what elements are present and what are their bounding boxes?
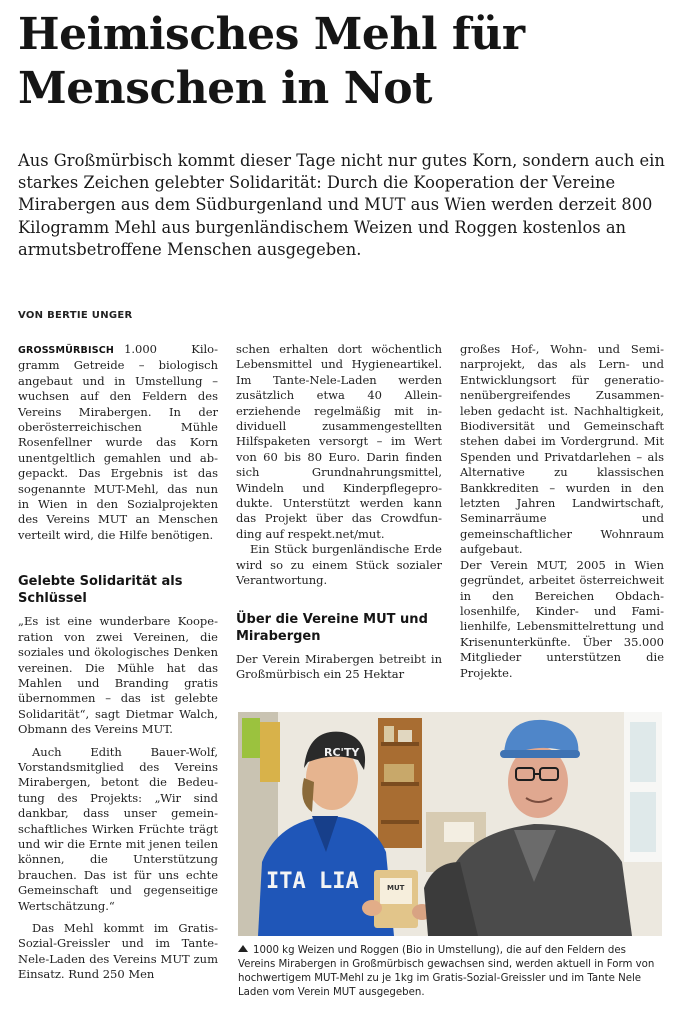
paragraph: „Es ist eine wunderbare Kooperation von zwei Vereinen, die soziales und ökologisches Denken vereinen. Die Mühle hat das Mahlen und Branding gratis übernommen – das ist gelebte Solidarität“, sagt Dietmar Walch, Obmann des Vereins MUT. (18, 614, 218, 737)
byline: VON BERTIE UNGER (18, 310, 133, 321)
dateline: GROSSMÜRBISCH (18, 345, 115, 356)
paragraph (18, 342, 218, 543)
shirt-text: ITA LIA (266, 869, 359, 894)
photo-caption (238, 944, 662, 1000)
headline-line-2: Menschen in Not (18, 63, 432, 114)
column-2 (236, 342, 442, 682)
paragraph: großes Hof-, Wohn- und Seminarprojekt, das als Lern- und Entwicklungsort für generationenübergreifendes Zusammenleben gedacht ist. Nachhaltigkeit, Biodiversität und Gemeinschaft stehen dabei im Vordergrund. Mit Spenden und Privatdarlehen – als Alternative zu klassischen Bankkrediten – wurden in den letzten Jahren Landwirtschaft, Seminarräume und gemeinschaftlicher Wohnraum aufgebaut. (460, 342, 664, 557)
column-3 (460, 342, 664, 681)
caption-triangle-icon (238, 945, 248, 952)
paragraph: schen erhalten dort wöchentlich Lebensmittel und Hygieneartikel. Im Tante-Nele-Laden werden zusätzlich etwa 40 Alleinerziehende regelmäßig mit individuell zusammengestellten Hilfspaketen versorgt – im Wert von 60 bis 80 Euro. Darin finden sich Grundnahrungsmittel, Windeln und Kinderpflegeprodukte. Unterstützt werden kann das Projekt über das Crowdfunding auf respekt.net/mut. (236, 342, 442, 541)
headline (18, 8, 668, 116)
paragraph: Ein Stück burgenländische Erde wird so zu einem Stück sozialer Verantwortung. (236, 542, 442, 588)
cap-text: RC'TY (324, 746, 360, 759)
paragraph: Das Mehl kommt im Gratis-Sozial-Greissler und im Tante-Nele-Laden des Vereins MUT zum Einsatz. Rund 250 Men (18, 921, 218, 982)
article-photo (238, 712, 662, 936)
subhead-vereine: Über die Vereine MUT und Mirabergen (236, 611, 428, 644)
lead-paragraph: Aus Großmürbisch kommt dieser Tage nicht nur gutes Korn, sondern auch ein starkes Zeichen gelebter Solidarität: Durch die Kooperation der Vereine Mirabergen aus dem Südburgenland und MUT aus Wien werden derzeit 800 Kilogramm Mehl aus burgenländischem Weizen und Roggen kostenlos an armutsbetroffene Menschen ausgegeben. (18, 151, 665, 259)
bag-text: MUT (387, 884, 405, 892)
paragraph-text: 1.000 Kilogramm Getreide – biologisch angebaut und in Umstellung – wuchsen auf den Feldern des Vereins Mirabergen. In der oberösterreichischen Mühle Rosenfellner wurde das Korn unentgeltlich gemahlen und abgepackt. Das Ergebnis ist das sogenannte MUT-Mehl, das nun in Wien in den Sozialprojekten des Vereins MUT an Menschen verteilt wird, die Hilfe benötigen. (18, 342, 218, 542)
paragraph: Der Verein MUT, 2005 in Wien gegründet, arbeitet österreichweit in den Bereichen Obdachlosenhilfe, Kinder- und Familienhilfe, Lebensmittelrettung und Krisenunterkünfte. Über 35.000 Mitglieder unterstützen die Projekte. (460, 557, 664, 680)
paragraph: Auch Edith Bauer-Wolf, Vorstandsmitglied des Vereins Mirabergen, betont die Bedeutung des Projekts: „Wir sind dankbar, dass unser gemeinschaftliches Wirken Früchte trägt und wir die Ernte mit jenen teilen können, die Unterstützung brauchen. Das ist für uns echte Gemeinschaft und gegenseitige Wertschätzung.“ (18, 744, 218, 913)
subhead-solidaritaet: Gelebte Solidarität als Schlüssel (18, 574, 183, 607)
headline-line-1: Heimisches Mehl für (18, 9, 525, 60)
paragraph: Der Verein Mirabergen betreibt in Großmürbisch ein 25 Hektar (236, 651, 442, 681)
column-1 (18, 342, 218, 983)
caption-text: 1000 kg Weizen und Roggen (Bio in Umstellung), die auf den Feldern des Vereins Mirabergen in Großmürbisch gewachsen sind, werden aktuell in Form von hochwertigem MUT-Mehl zu je 1kg im Gratis-Sozial-Greissler und im Tante Nele Laden vom Verein MUT ausgegeben. (238, 945, 655, 998)
